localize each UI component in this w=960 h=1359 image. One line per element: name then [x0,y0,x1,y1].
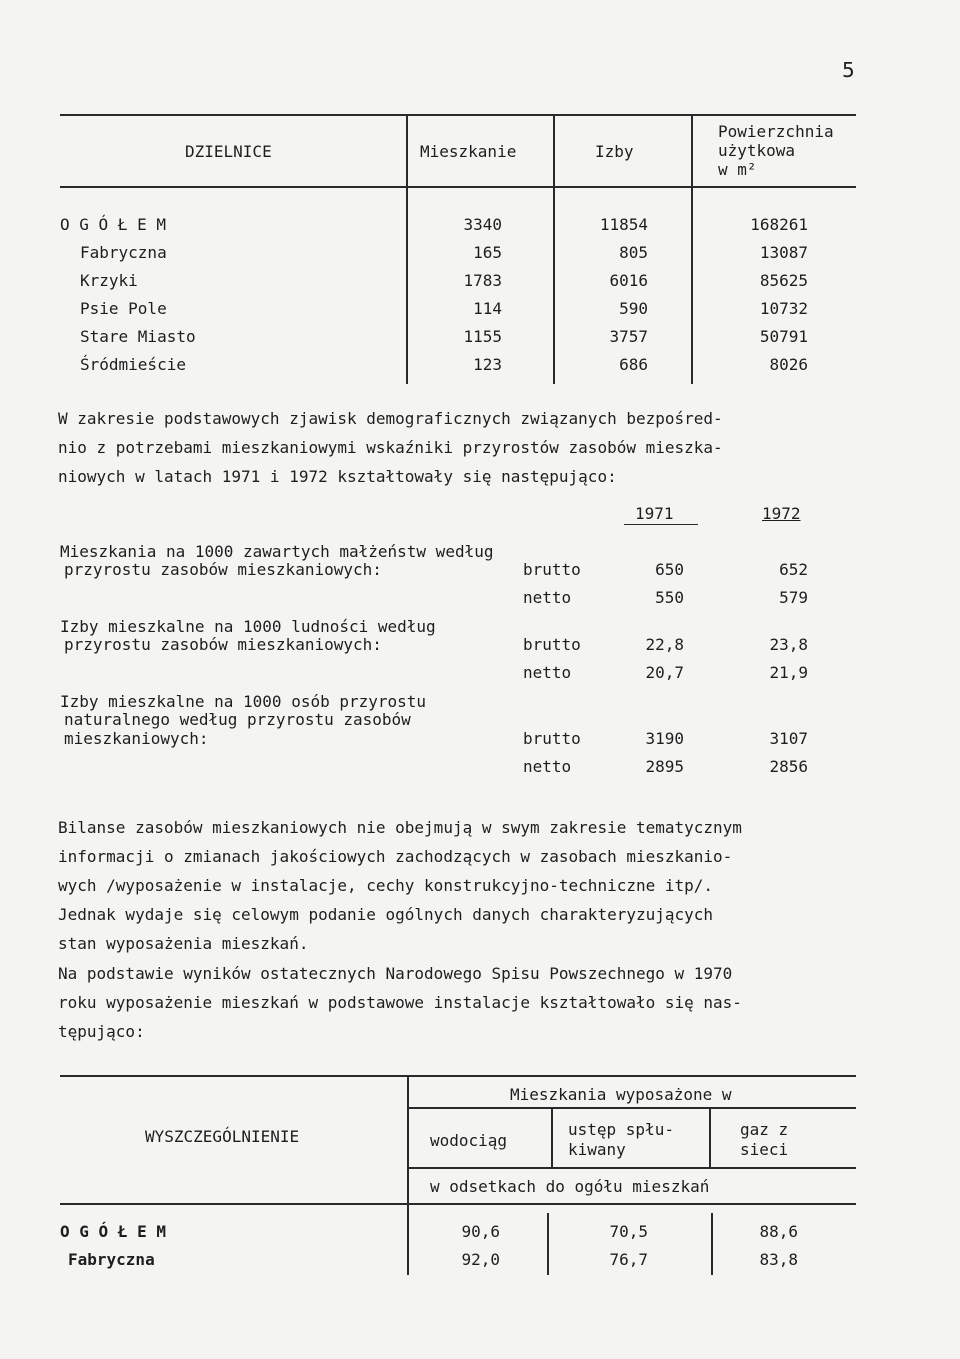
paragraph-line: wych /wyposażenie w instalacje, cechy konstrukcyjno-techniczne itp/. [58,876,714,895]
column-header-dwellings: Mieszkanie [420,142,517,161]
indicator-label: mieszkaniowych: [64,729,209,748]
toilet-value: 70,5 [609,1222,648,1241]
rooms-value: 3757 [609,327,648,346]
column-header-area: Powierzchnia [718,122,834,141]
column-header-rooms: Izby [595,142,634,161]
indicator-value-1972: 579 [779,588,808,607]
area-value: 13087 [759,243,808,262]
indicator-type: brutto [523,560,581,579]
paragraph-line: nio z potrzebami mieszkaniowymi wskaźniki przyrostów zasobów mieszka- [58,438,723,457]
indicator-value-1972: 23,8 [769,635,808,654]
indicator-value-1971: 22,8 [645,635,684,654]
paragraph-line: niowych w latach 1971 i 1972 kształtowały się następująco: [58,467,617,486]
column-group-header: Mieszkania wyposażone w [510,1085,732,1104]
rooms-value: 686 [619,355,648,374]
district-name: Psie Pole [80,299,167,318]
table2-divider [407,1075,409,1275]
paragraph-line: tępująco: [58,1022,145,1041]
dwellings-value: 165 [473,243,502,262]
dwellings-value: 114 [473,299,502,318]
census-paragraph [58,959,868,1046]
row-name: O G Ó Ł E M [60,1222,166,1241]
indicator-type: netto [523,663,572,682]
paragraph-line: informacji o zmianach jakościowych zachodzących w zasobach mieszkanio- [58,847,733,866]
table2-group-rule [408,1107,856,1109]
indicator-value-1971: 2895 [645,757,684,776]
indicator-value-1971: 3190 [645,729,684,748]
rooms-value: 590 [619,299,648,318]
paragraph-line: Na podstawie wyników ostatecznych Narodowego Spisu Powszechnego w 1970 [58,964,733,983]
table2-divider [709,1107,711,1167]
indicator-label: Izby mieszkalne na 1000 osób przyrostu [60,692,427,711]
dwellings-value: 1155 [463,327,502,346]
column-header-district: DZIELNICE [185,142,272,161]
dwellings-value: 3340 [463,215,502,234]
indicator-label: przyrostu zasobów mieszkaniowych: [64,560,382,579]
table1-divider [553,114,555,384]
column-header-gas: sieci [740,1140,789,1159]
water-value: 92,0 [461,1250,500,1269]
column-header-toilet: ustęp spłu- [568,1120,674,1139]
table2-top-rule [60,1075,856,1077]
district-name: Stare Miasto [80,327,196,346]
table2-divider [547,1213,549,1275]
unit-header: w odsetkach do ogółu mieszkań [430,1177,710,1196]
table1-divider [691,114,693,384]
column-header-area: użytkowa [718,141,796,160]
paragraph-line: Jednak wydaje się celowym podanie ogólnych danych charakteryzujących [58,905,714,924]
district-name: Krzyki [80,271,138,290]
year-header-1971: 1971 [635,504,674,523]
year-underline [624,524,698,525]
district-name: O G Ó Ł E M [60,215,166,234]
district-name: Fabryczna [80,243,167,262]
indicator-type: brutto [523,635,581,654]
paragraph-line: roku wyposażenie mieszkań w podstawowe instalacje kształtowało się nas- [58,993,742,1012]
indicator-label: przyrostu zasobów mieszkaniowych: [64,635,382,654]
indicator-value-1972: 2856 [769,757,808,776]
rooms-value: 6016 [609,271,648,290]
area-value: 8026 [769,355,808,374]
row-name: Fabryczna [68,1250,155,1269]
column-header-water: wodociąg [430,1131,508,1150]
paragraph-line: W zakresie podstawowych zjawisk demograficznych związanych bezpośred- [58,409,723,428]
indicator-value-1972: 3107 [769,729,808,748]
water-value: 90,6 [461,1222,500,1241]
indicator-type: netto [523,757,572,776]
table1-top-rule [60,114,856,116]
indicator-value-1971: 20,7 [645,663,684,682]
year-header-1972: 1972 [762,504,801,523]
column-header-toilet: kiwany [568,1140,626,1159]
area-value: 50791 [759,327,808,346]
gas-value: 83,8 [759,1250,798,1269]
indicator-value-1971: 650 [655,560,684,579]
rooms-value: 11854 [599,215,648,234]
balance-paragraph [58,813,868,958]
paragraph-line: Bilanse zasobów mieszkaniowych nie obejmują w swym zakresie tematycznym [58,818,742,837]
dwellings-value: 1783 [463,271,502,290]
paragraph-line: stan wyposażenia mieszkań. [58,934,309,953]
indicator-value-1971: 550 [655,588,684,607]
indicator-label: naturalnego według przyrostu zasobów [64,710,411,729]
area-value: 10732 [759,299,808,318]
indicator-label: Izby mieszkalne na 1000 ludności według [60,617,436,636]
toilet-value: 76,7 [609,1250,648,1269]
table1-divider [406,114,408,384]
dwellings-value: 123 [473,355,502,374]
table1-header-rule [60,186,856,188]
gas-value: 88,6 [759,1222,798,1241]
area-value: 168261 [750,215,808,234]
indicator-label: Mieszkania na 1000 zawartych małżeństw według [60,542,494,561]
table2-divider [711,1213,713,1275]
indicator-value-1972: 21,9 [769,663,808,682]
rooms-value: 805 [619,243,648,262]
indicator-type: netto [523,588,572,607]
table2-header-rule [60,1203,856,1205]
area-value: 85625 [759,271,808,290]
district-name: Śródmieście [80,355,186,374]
intro-paragraph [58,404,868,491]
page-number: 5 [842,58,855,82]
indicator-value-1972: 652 [779,560,808,579]
table2-divider [551,1107,553,1167]
indicator-type: brutto [523,729,581,748]
column-header-spec: WYSZCZEGÓLNIENIE [145,1127,300,1146]
table2-unit-rule [408,1167,856,1169]
column-header-gas: gaz z [740,1120,789,1139]
column-header-area: w m² [718,160,757,179]
